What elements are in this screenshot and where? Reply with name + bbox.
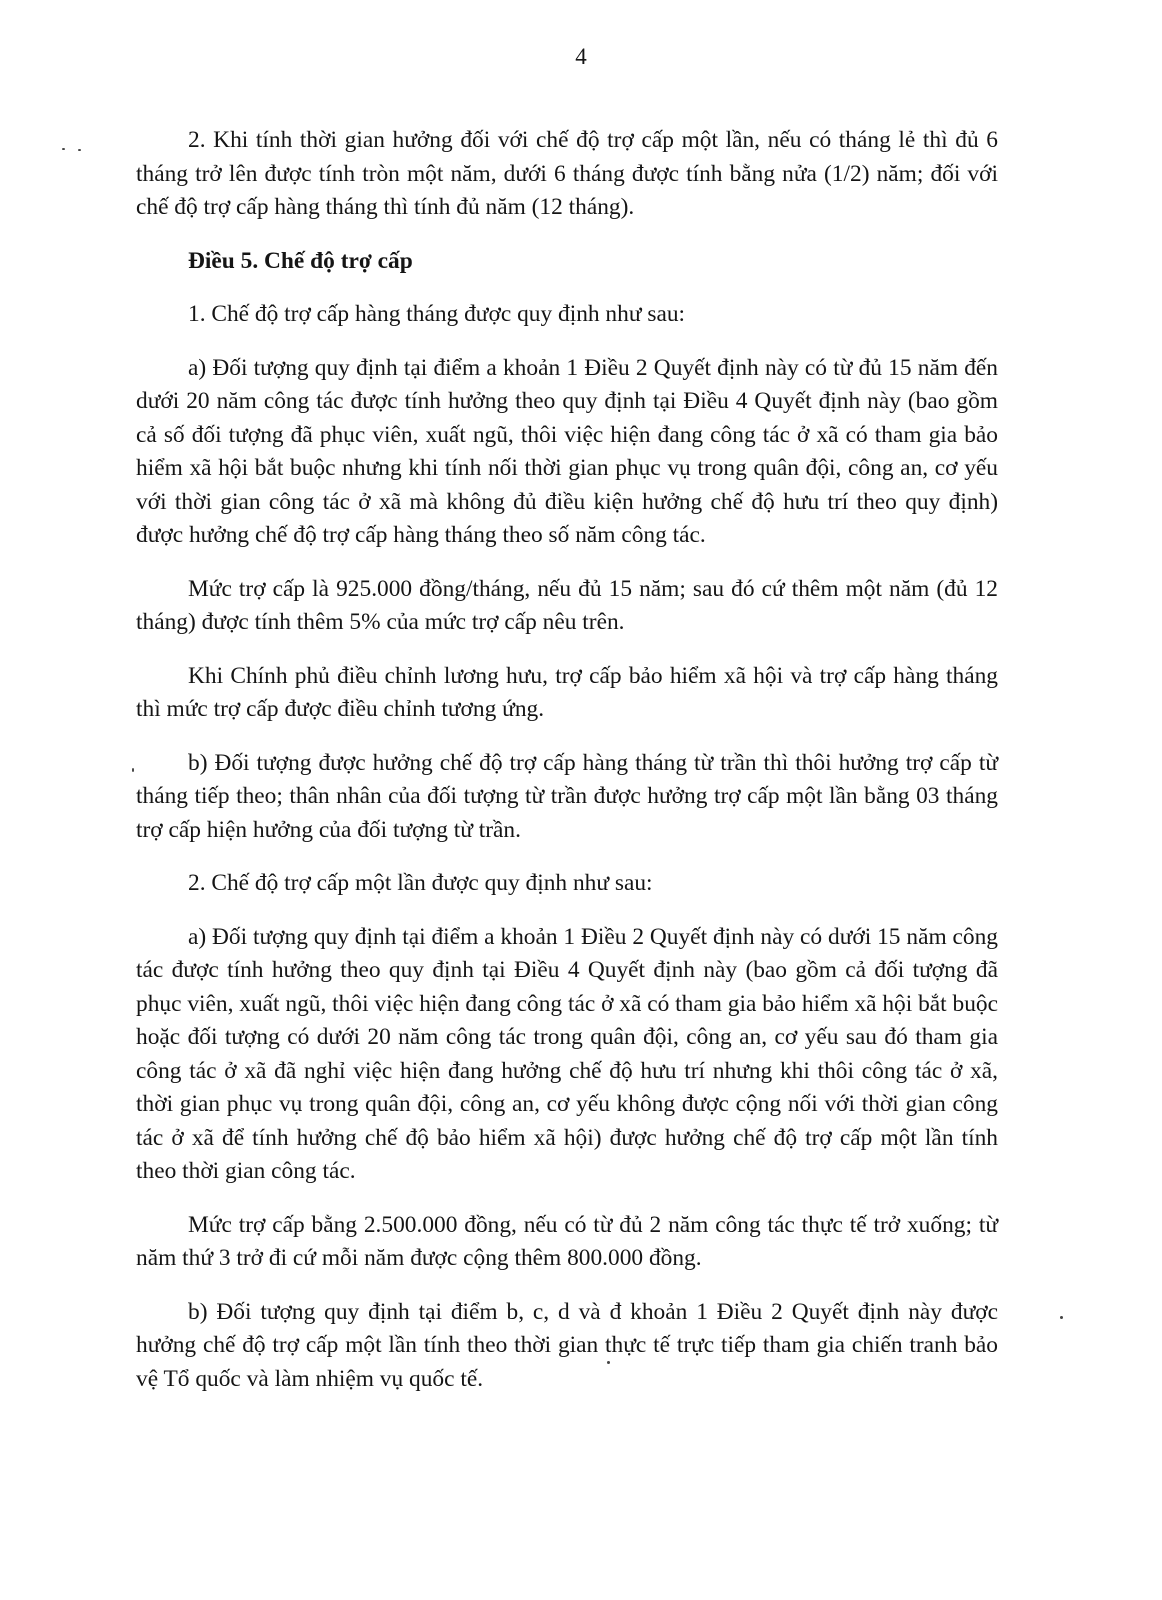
scan-speck: [132, 768, 134, 772]
paragraph-time-calculation: 2. Khi tính thời gian hưởng đối với chế độ trợ cấp một lần, nếu có tháng lẻ thì đủ 6 tháng trở lên được tính tròn một năm, dưới 6 tháng được tính bằng nửa (1/2) năm; đối với chế độ trợ cấp hàng tháng thì tính đủ năm (12 tháng).: [136, 127, 998, 220]
scan-speck: [607, 1361, 610, 1364]
paragraph-one-time-b: b) Đối tượng quy định tại điểm b, c, d và đ khoản 1 Điều 2 Quyết định này được hưởng chế độ trợ cấp một lần tính theo thời gian thực tế trực tiếp tham gia chiến tranh bảo vệ Tổ quốc và làm nhiệm vụ quốc tế.: [136, 1298, 998, 1392]
paragraph-one-time-a: a) Đối tượng quy định tại điểm a khoản 1 Điều 2 Quyết định này có dưới 15 năm công tác được tính hưởng theo quy định tại Điều 4 Quyết định này (bao gồm cả đối tượng đã phục viên, xuất ngũ, thôi việc hiện đang công tác ở xã có tham gia bảo hiểm xã hội bắt buộc hoặc đối tượng có dưới 20 năm công tác trong quân đội, công an, cơ yếu sau đó tham gia công tác ở xã đã nghỉ việc hiện đang hưởng chế độ hưu trí nhưng khi thôi công tác ở xã, thời gian phục vụ trong quân đội, công an, cơ yếu không được cộng nối với thời gian công tác ở xã để tính hưởng chế độ bảo hiểm xã hội) được hưởng chế độ trợ cấp một lần tính theo thời gian công tác.: [136, 923, 998, 1184]
paragraph-monthly-amount: Mức trợ cấp là 925.000 đồng/tháng, nếu đủ 15 năm; sau đó cứ thêm một năm (đủ 12 tháng) được tính thêm 5% của mức trợ cấp nêu trên.: [136, 575, 998, 635]
page-number: 4: [575, 44, 587, 69]
paragraph-monthly-allowance-intro: 1. Chế độ trợ cấp hàng tháng được quy định như sau:: [188, 301, 686, 327]
paragraph-adjustment: Khi Chính phủ điều chỉnh lương hưu, trợ cấp bảo hiểm xã hội và trợ cấp hàng tháng thì mức trợ cấp được điều chỉnh tương ứng.: [136, 662, 998, 722]
paragraph-monthly-allowance-b: b) Đối tượng được hưởng chế độ trợ cấp hàng tháng từ trần thì thôi hưởng trợ cấp từ tháng tiếp theo; thân nhân của đối tượng từ trần được hưởng trợ cấp một lần bằng 03 tháng trợ cấp hiện hưởng của đối tượng từ trần.: [136, 749, 998, 843]
paragraph-one-time-amount: Mức trợ cấp bằng 2.500.000 đồng, nếu có từ đủ 2 năm công tác thực tế trở xuống; từ năm thứ 3 trở đi cứ mỗi năm được cộng thêm 800.000 đồng.: [136, 1211, 998, 1271]
paragraph-monthly-allowance-a: a) Đối tượng quy định tại điểm a khoản 1 Điều 2 Quyết định này có từ đủ 15 năm đến dưới 20 năm công tác được tính hưởng theo quy định tại Điều 4 Quyết định này (bao gồm cả số đối tượng đã phục viên, xuất ngũ, thôi việc hiện đang công tác ở xã có tham gia bảo hiểm xã hội bắt buộc nhưng khi tính nối thời gian phục vụ trong quân đội, công an, cơ yếu với thời gian công tác ở xã mà không đủ điều kiện hưởng chế độ hưu trí theo quy định) được hưởng chế độ trợ cấp hàng tháng theo số năm công tác.: [136, 354, 998, 548]
scan-speck: [62, 148, 65, 150]
scan-speck: [78, 149, 81, 151]
article-heading: Điều 5. Chế độ trợ cấp: [188, 247, 413, 274]
document-body: [136, 124, 998, 1416]
paragraph-one-time-intro: 2. Chế độ trợ cấp một lần được quy định như sau:: [188, 870, 653, 896]
scan-speck: [1060, 1316, 1063, 1319]
